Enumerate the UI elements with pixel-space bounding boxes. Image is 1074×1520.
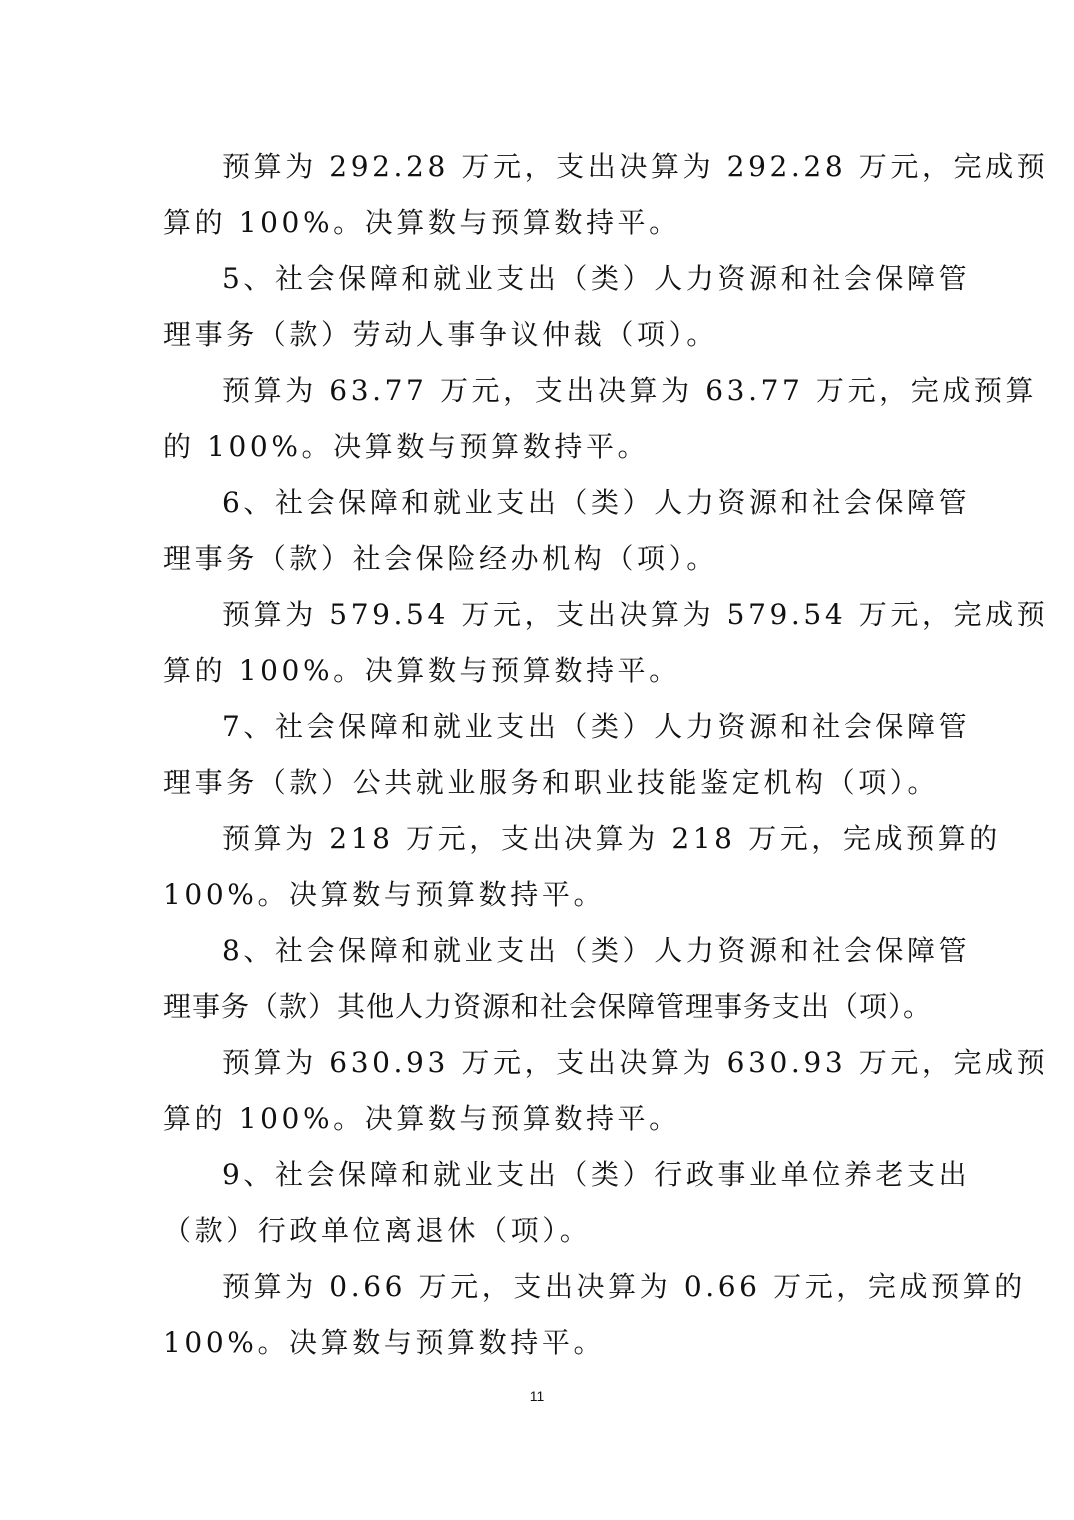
p4-line1: 6、社会保障和就业支出（类）人力资源和社会保障管 (222, 486, 971, 519)
p1-line2: 算的 100%。决算数与预算数持平。 (163, 206, 681, 239)
p9-line1: 预算为 630.93 万元，支出决算为 630.93 万元，完成预 (222, 1046, 1049, 1079)
p2-line2: 理事务（款）劳动人事争议仲裁（项）。 (163, 318, 718, 351)
p10-line1: 9、社会保障和就业支出（类）行政事业单位养老支出 (222, 1158, 971, 1191)
p11-line1: 预算为 0.66 万元，支出决算为 0.66 万元，完成预算的 (222, 1270, 1026, 1303)
p11-line2: 100%。决算数与预算数持平。 (163, 1326, 606, 1359)
p2-line1: 5、社会保障和就业支出（类）人力资源和社会保障管 (222, 262, 971, 295)
p4-line2: 理事务（款）社会保险经办机构（项）。 (163, 542, 718, 575)
p8-line2: 理事务（款）其他人力资源和社会保障管理事务支出（项）。 (163, 990, 933, 1023)
p3-line2: 的 100%。决算数与预算数持平。 (163, 430, 650, 463)
p10-line2: （款）行政单位离退休（项）。 (163, 1214, 592, 1247)
p5-line1: 预算为 579.54 万元，支出决算为 579.54 万元，完成预 (222, 598, 1049, 631)
p9-line2: 算的 100%。决算数与预算数持平。 (163, 1102, 681, 1135)
p8-line1: 8、社会保障和就业支出（类）人力资源和社会保障管 (222, 934, 971, 967)
page-number: 11 (529, 1388, 545, 1404)
p7-line2: 100%。决算数与预算数持平。 (163, 878, 606, 911)
p5-line2: 算的 100%。决算数与预算数持平。 (163, 654, 681, 687)
p3-line1: 预算为 63.77 万元，支出决算为 63.77 万元，完成预算 (222, 374, 1038, 407)
p7-line1: 预算为 218 万元，支出决算为 218 万元，完成预算的 (222, 822, 1001, 855)
p6-line2: 理事务（款）公共就业服务和职业技能鉴定机构（项）。 (163, 766, 940, 799)
p1-line1: 预算为 292.28 万元，支出决算为 292.28 万元，完成预 (222, 150, 1049, 183)
p6-line1: 7、社会保障和就业支出（类）人力资源和社会保障管 (222, 710, 971, 743)
